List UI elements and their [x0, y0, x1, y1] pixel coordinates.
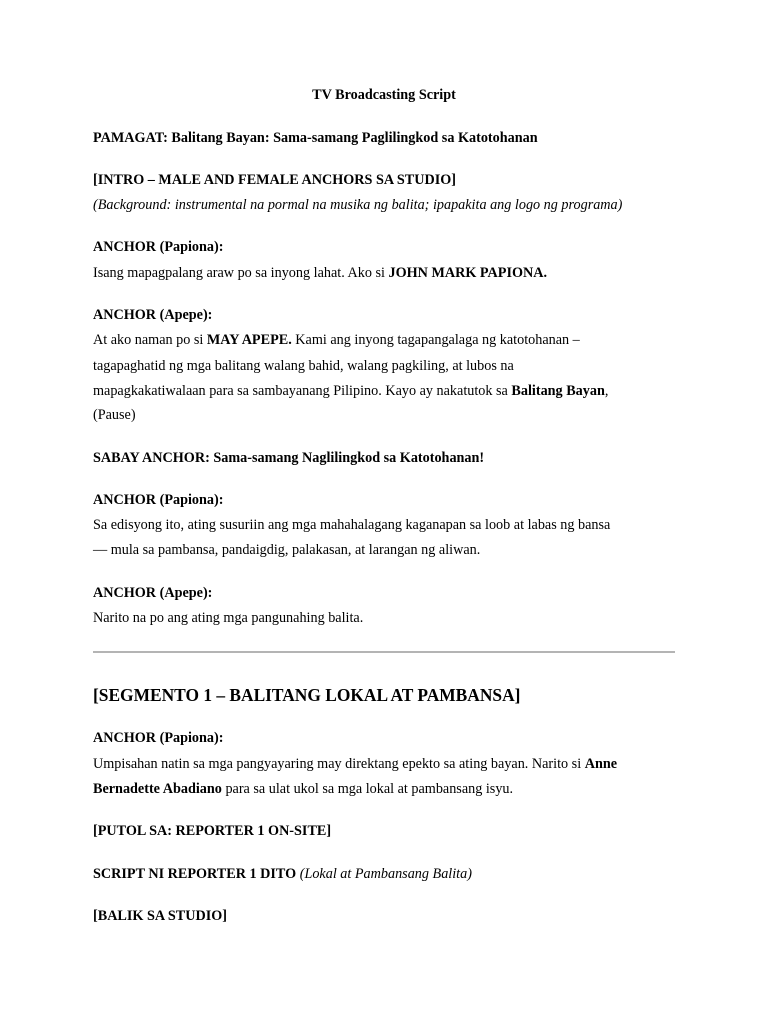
anchor-apepe-1-line-1	[93, 330, 580, 350]
anchor-apepe-2-text: Narito na po ang ating mga pangunahing balita.	[93, 610, 364, 626]
anchor-papiona-3-line-1-a: Umpisahan natin sa mga pangyayaring may direktang epekto sa ating bayan. Narito si	[93, 756, 585, 772]
segment-1-heading: [SEGMENTO 1 – BALITANG LOKAL AT PAMBANSA]	[93, 685, 521, 705]
program-name: Balitang Bayan	[511, 383, 605, 399]
putol-cue: [PUTOL SA: REPORTER 1 ON-SITE]	[93, 823, 332, 839]
anchor-papiona-3-line-1	[93, 754, 617, 774]
intro-heading: [INTRO – MALE AND FEMALE ANCHORS SA STUDIO]	[93, 172, 457, 188]
horizontal-divider	[93, 651, 675, 653]
anchor-apepe-1-line-3-a: mapagkakatiwalaan para sa sambayanang Pilipino. Kayo ay nakatutok sa	[93, 383, 512, 399]
anchor-label-apepe-2: ANCHOR (Apepe):	[93, 585, 213, 601]
reporter-script-note: (Lokal at Pambansang Balita)	[296, 866, 472, 882]
anchor-label-apepe-1: ANCHOR (Apepe):	[93, 307, 213, 323]
anchor-papiona-3-line-2	[93, 779, 513, 799]
anchor-name-apepe: MAY APEPE.	[206, 332, 292, 348]
anchor-text-papiona-1-plain: Isang mapagpalang araw po sa inyong lahat. Ako si	[93, 265, 389, 281]
reporter-name-rest: Bernadette Abadiano	[93, 781, 222, 797]
intro-note: (Background: instrumental na pormal na musika ng balita; ipapakita ang logo ng programa)	[93, 197, 623, 213]
anchor-papiona-3-line-2-b: para sa ulat ukol sa mga lokal at pambansang isyu.	[221, 781, 514, 797]
anchor-apepe-1-line-3-b: ,	[604, 383, 609, 399]
anchor-papiona-2-line-2: — mula sa pambansa, pandaigdig, palakasan, at larangan ng aliwan.	[93, 542, 481, 558]
anchor-label-papiona-2: ANCHOR (Papiona):	[93, 492, 224, 508]
pamagat-line: PAMAGAT: Balitang Bayan: Sama-samang Paglilingkod sa Katotohanan	[93, 130, 538, 146]
anchor-apepe-1-line-1-a: At ako naman po si	[93, 332, 207, 348]
document-title: TV Broadcasting Script	[312, 87, 456, 103]
anchor-apepe-1-line-4: (Pause)	[93, 407, 136, 423]
anchor-apepe-1-line-2: tagapaghatid ng mga balitang walang bahid, walang pagkiling, at lubos na	[93, 358, 514, 374]
reporter-script-line	[93, 864, 472, 884]
sabay-anchor-line: SABAY ANCHOR: Sama-samang Naglilingkod sa Katotohanan!	[93, 450, 485, 466]
anchor-text-papiona-1	[93, 263, 547, 283]
anchor-papiona-2-line-1: Sa edisyong ito, ating susuriin ang mga mahahalagang kaganapan sa loob at labas ng bansa	[93, 517, 611, 533]
anchor-label-papiona-1: ANCHOR (Papiona):	[93, 239, 224, 255]
reporter-name-first: Anne	[584, 756, 618, 772]
balik-cue: [BALIK SA STUDIO]	[93, 908, 228, 924]
anchor-label-papiona-3: ANCHOR (Papiona):	[93, 730, 224, 746]
reporter-script-label: SCRIPT NI REPORTER 1 DITO	[93, 866, 297, 882]
anchor-name-papiona: JOHN MARK PAPIONA.	[388, 265, 548, 281]
anchor-apepe-1-line-3	[93, 381, 608, 401]
anchor-apepe-1-line-1-b: Kami ang inyong tagapangalaga ng katotohanan –	[291, 332, 580, 348]
